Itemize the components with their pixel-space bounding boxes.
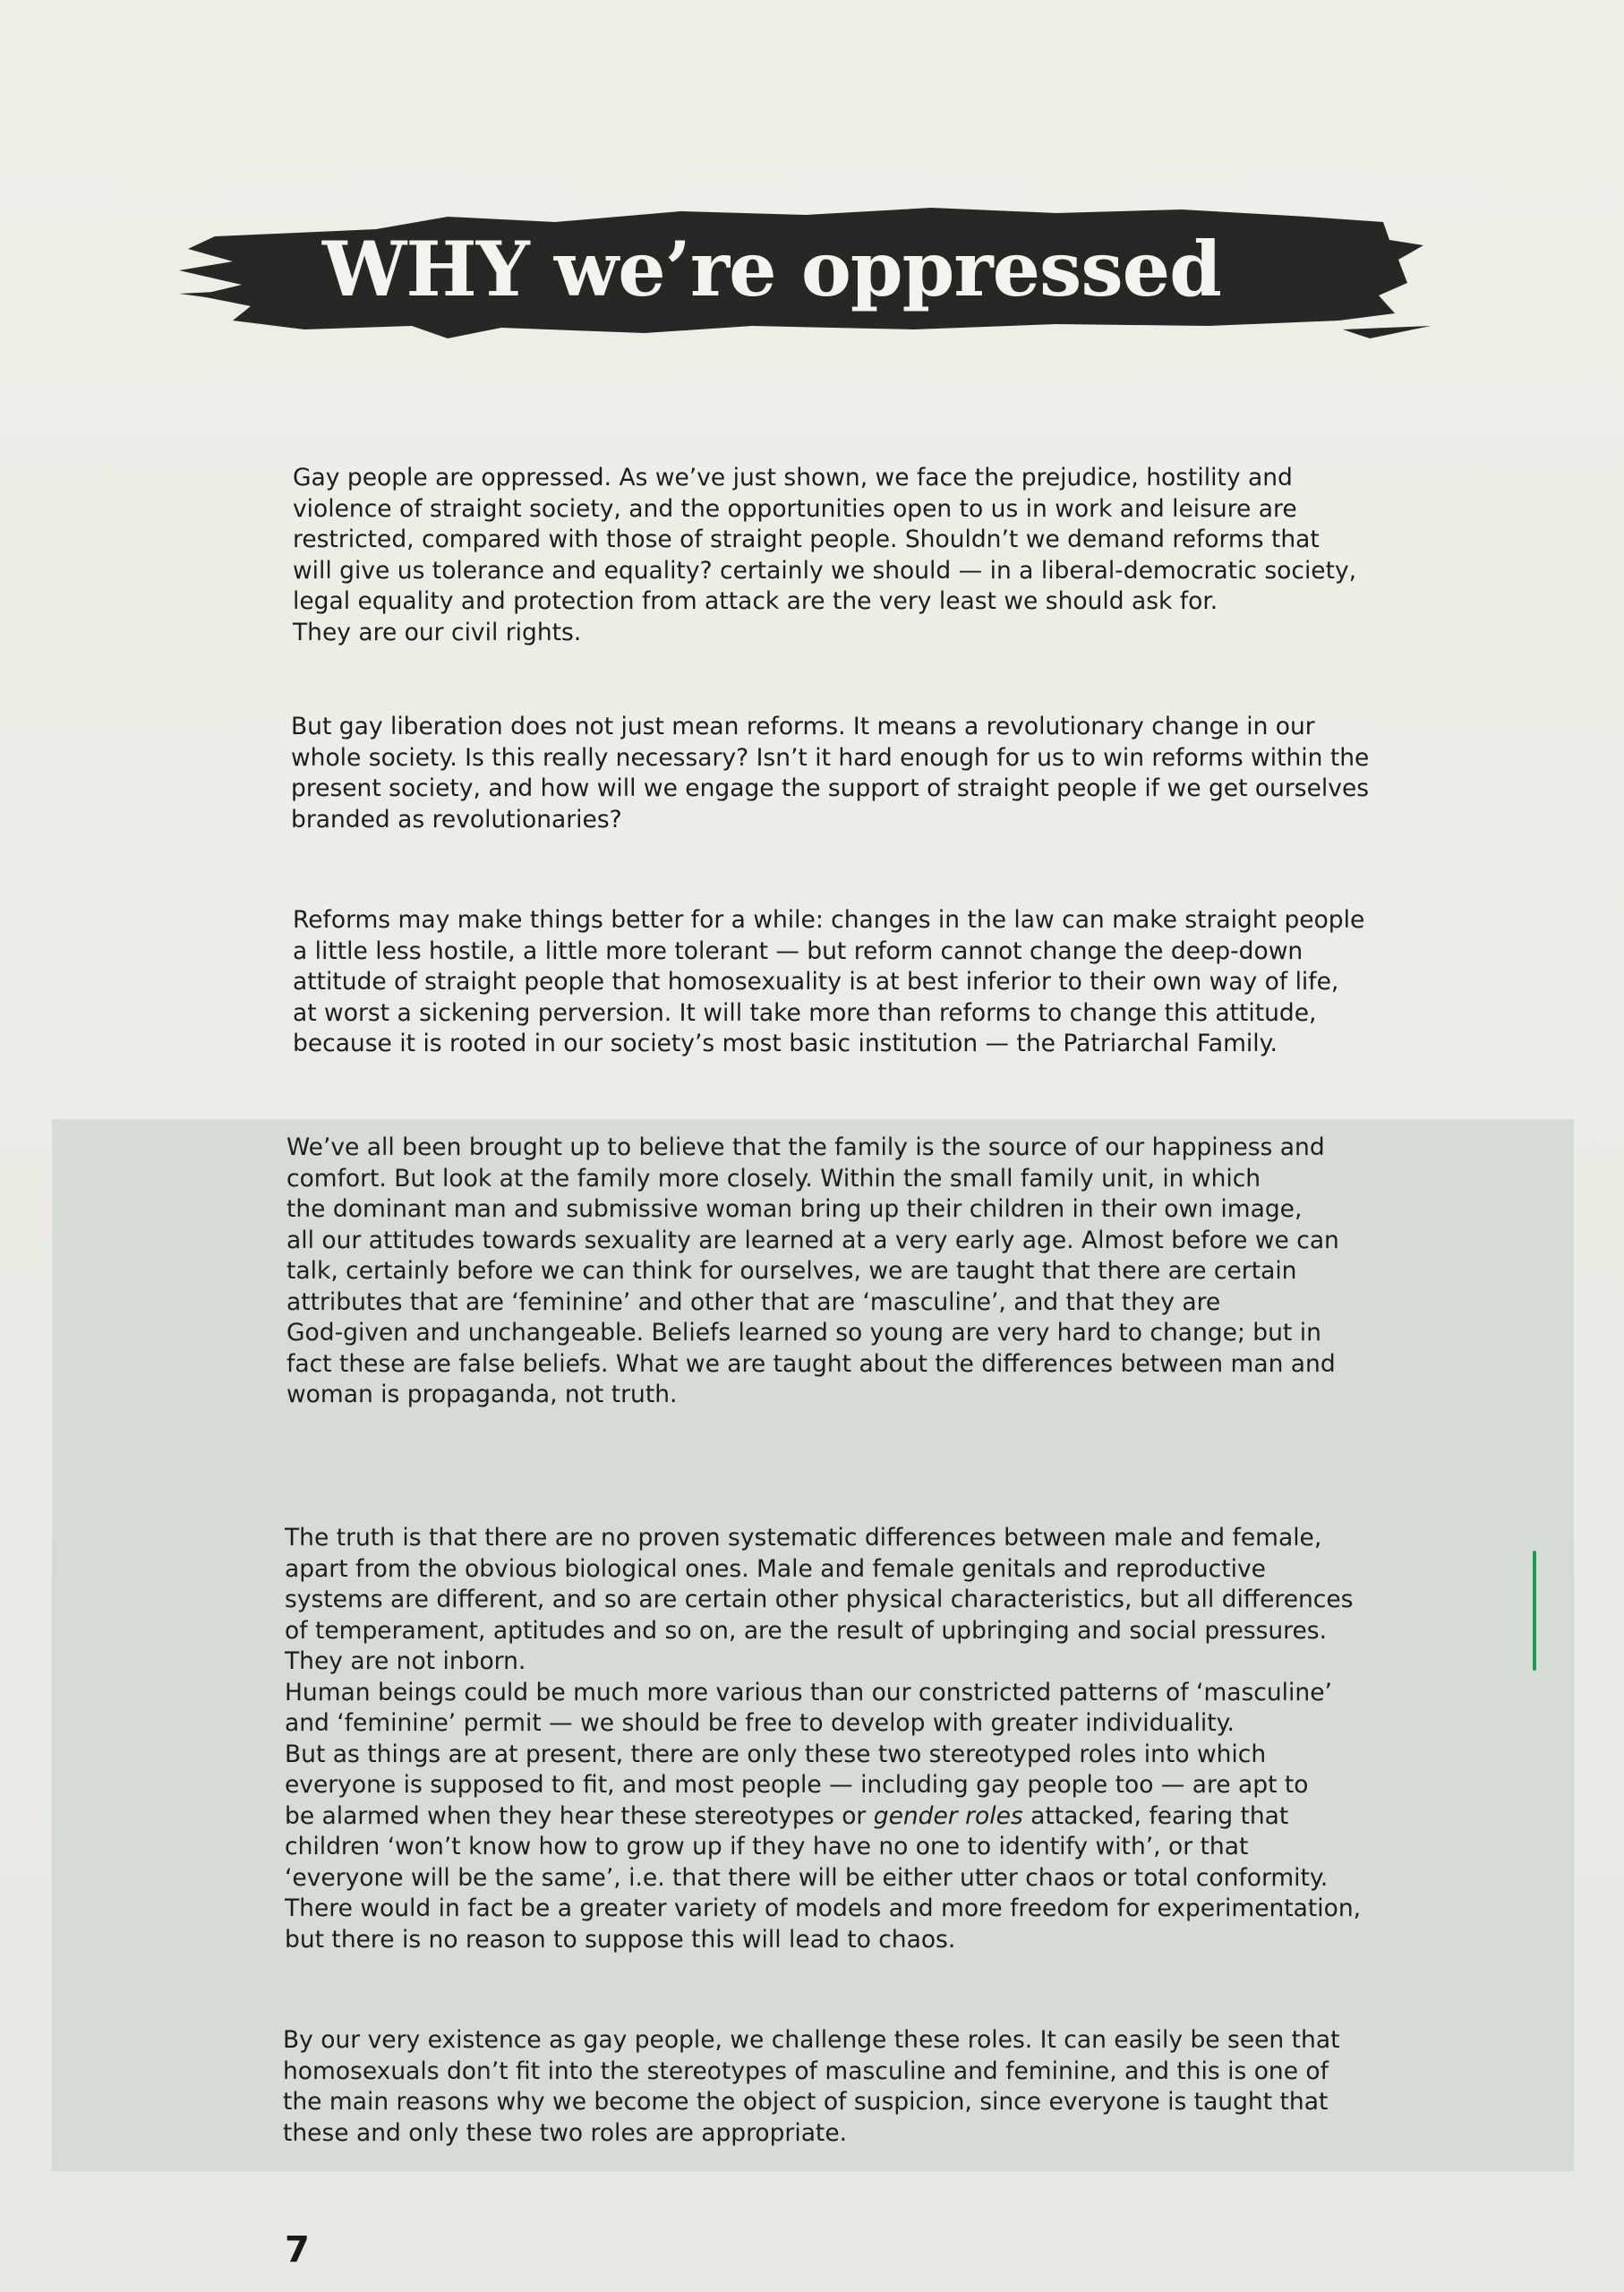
- paragraph-text-part: The truth is that there are no proven systematic differences between male and female, apart from the obvious biological ones. Male and female genitals and reproductive systems are different, and so are certain other physical characteristics, but all differences of temperament, aptitudes and so on, are the result of upbringing and social pressures. They are not inborn. Human beings could be much more various than our constricted patterns of ‘masculine’ and ‘feminine’ permit — we should be free to develop with greater individuality. But as things are at present, there are only these two stereotyped roles into which everyone is supposed to fit, and most people — including gay people too — are apt to be alarmed when they hear these stereotypes or: [285, 1524, 1354, 1830]
- title-banner: [179, 195, 1432, 343]
- paragraph-family: We’ve all been brought up to believe that the family is the source of our happiness and comfort. But look at the family more closely. Within the small family unit, in which the dominant man and submissive woman bring up their children in their own image, all our attitudes towards sexuality are learned at a very early age. Almost before we can talk, certainly before we can think for ourselves, we are taught that there are certain attributes that are ‘feminine’ and other that are ‘masculine’, and that they are God-given and unchangeable. Beliefs learned so young are very hard to change; but in fact these are false beliefs. What we are taught about the differences between man and woman is propaganda, not truth.: [286, 1133, 1339, 1408]
- paragraph-text-part: attacked, fearing that children ‘won’t know how to grow up if they have no one to identify with’, or that ‘everyone will be the same’, i.e. that there will be either utter chaos or total conformity. There would in fact be a greater variety of models and more freedom for experimentation, but there is no reason to suppose this will lead to chaos.: [285, 1801, 1362, 1954]
- page-number: 7: [285, 2229, 310, 2271]
- paragraph-gender-differences: [285, 1523, 1565, 1955]
- paragraph-reforms-limits: Reforms may make things better for a while: changes in the law can make straight people a little less hostile, a little more tolerant — but reform cannot change the deep-down attitude of straight people that homosexuality is at best inferior to their own way of life, at worst a sickening perversion. It will take more than reforms to change this attitude, because it is rooted in our society’s most basic institution — the Patriarchal Family.: [293, 906, 1365, 1057]
- paragraph-challenge-roles: By our very existence as gay people, we challenge these roles. It can easily be seen that homosexuals don’t fit into the stereotypes of masculine and feminine, and this is one of the main reasons why we become the object of suspicion, since everyone is taught that these and only these two roles are appropriate.: [283, 2026, 1340, 2147]
- italic-term-gender-roles: gender roles: [873, 1801, 1023, 1830]
- page-title: WHY we’re oppressed: [322, 225, 1221, 313]
- paragraph-civil-rights: Gay people are oppressed. As we’ve just shown, we face the prejudice, hostility and violence of straight society, and the opportunities open to us in work and leisure are restricted, compared with those of straight people. Shouldn’t we demand reforms that will give us tolerance and equality? certainly we should — in a liberal-democratic society, legal equality and protection from attack are the very least we should ask for. They are our civil rights.: [293, 464, 1357, 646]
- paragraph-revolutionary-change: But gay liberation does not just mean reforms. It means a revolutionary change in our whole society. Is this really necessary? Isn’t it hard enough for us to win reforms within the present society, and how will we engage the support of straight people if we get ourselves branded as revolutionaries?: [291, 713, 1370, 834]
- margin-pen-mark: [1533, 1551, 1536, 1671]
